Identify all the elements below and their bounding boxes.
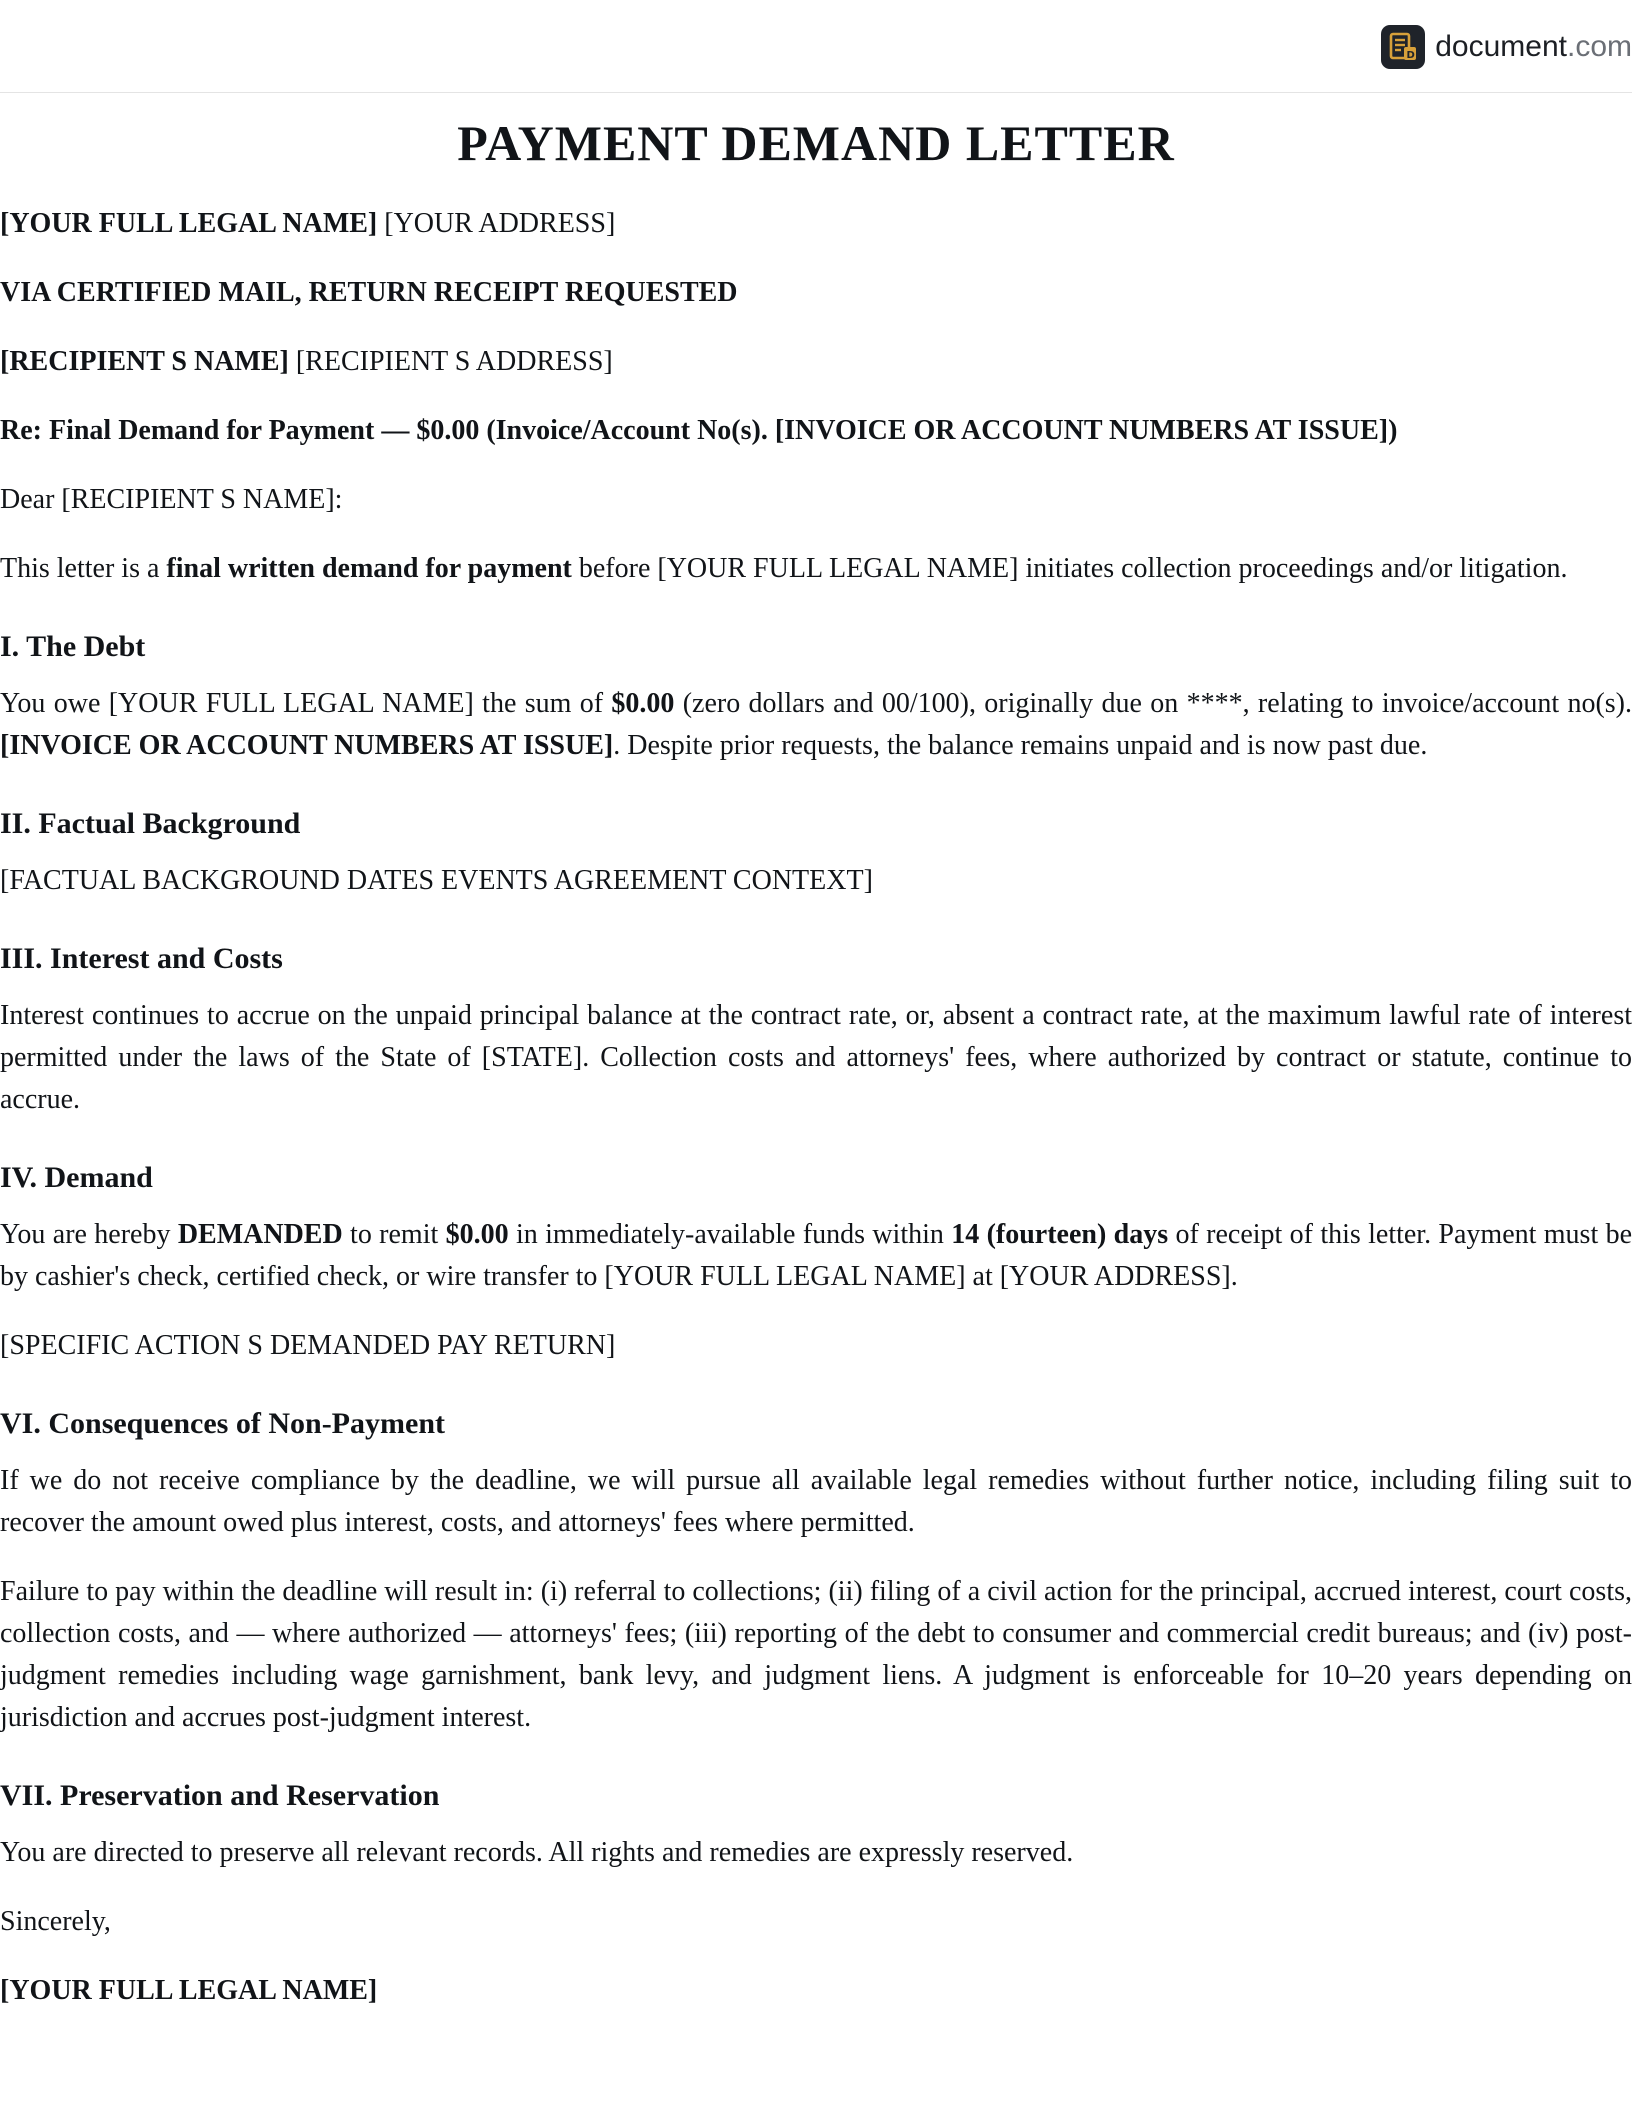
letter-body	[0, 93, 1632, 2012]
recipient-address: [RECIPIENT S ADDRESS]	[295, 346, 613, 377]
sender-name: [YOUR FULL LEGAL NAME]	[0, 208, 378, 239]
section-heading-demand: IV. Demand	[0, 1161, 153, 1194]
sender-address: [YOUR ADDRESS]	[384, 208, 616, 239]
subject-line: Re: Final Demand for Payment — $0.00 (Invoice/Account No(s). [INVOICE OR ACCOUNT NUMBERS AT ISSUE])	[0, 415, 1398, 446]
document-logo-icon	[1381, 25, 1425, 69]
intro-paragraph: This letter is a final written demand for payment before [YOUR FULL LEGAL NAME] initiates collection proceedings and/or litigation.	[0, 553, 1568, 584]
header-bar	[0, 0, 1632, 93]
consequences-paragraph-1: If we do not receive compliance by the deadline, we will pursue all available legal remedies without further notice, including filing suit to recover the amount owed plus interest, costs, and attorneys' fees where permitted.	[0, 1465, 1632, 1538]
closing: Sincerely,	[0, 1906, 111, 1937]
section-heading-consequences: VI. Consequences of Non-Payment	[0, 1407, 445, 1440]
section-heading-preservation: VII. Preservation and Reservation	[0, 1779, 440, 1812]
section-heading-interest: III. Interest and Costs	[0, 942, 283, 975]
interest-paragraph: Interest continues to accrue on the unpaid principal balance at the contract rate, or, absent a contract rate, at the maximum lawful rate of interest permitted under the laws of the State of [STATE]. Collection costs and attorneys' fees, where authorized by contract or statute, continue to accrue.	[0, 1000, 1632, 1115]
demand-action-paragraph: [SPECIFIC ACTION S DEMANDED PAY RETURN]	[0, 1330, 616, 1361]
recipient-block	[0, 341, 1632, 383]
recipient-name: [RECIPIENT S NAME]	[0, 346, 289, 377]
consequences-paragraph-2: Failure to pay within the deadline will result in: (i) referral to collections; (ii) filing of a civil action for the principal, accrued interest, court costs, collection costs, and — where authorized — attorneys' fees; (iii) reporting of the debt to consumer and commercial credit bureaus; and (iv) post-judgment remedies including wage garnishment, bank levy, and judgment liens. A judgment is enforceable for 10–20 years depending on jurisdiction and accrues post-judgment interest.	[0, 1576, 1632, 1733]
preservation-paragraph: You are directed to preserve all relevant records. All rights and remedies are expressly reserved.	[0, 1837, 1074, 1868]
svg-text:D: D	[1406, 50, 1416, 61]
document-title: PAYMENT DEMAND LETTER	[457, 115, 1175, 171]
debt-paragraph: You owe [YOUR FULL LEGAL NAME] the sum of $0.00 (zero dollars and 00/100), originally due on ****, relating to invoice/account no(s). [INVOICE OR ACCOUNT NUMBERS AT ISSUE]. Despite prior requests, the balance remains unpaid and is now past due.	[0, 688, 1632, 761]
brand-logo[interactable]	[1381, 24, 1632, 70]
delivery-method: VIA CERTIFIED MAIL, RETURN RECEIPT REQUESTED	[0, 277, 738, 308]
brand-name: document.com	[1435, 30, 1632, 63]
background-paragraph: [FACTUAL BACKGROUND DATES EVENTS AGREEMENT CONTEXT]	[0, 865, 873, 896]
section-heading-background: II. Factual Background	[0, 807, 301, 840]
signature-name: [YOUR FULL LEGAL NAME]	[0, 1975, 378, 2006]
demand-paragraph: You are hereby DEMANDED to remit $0.00 in immediately-available funds within 14 (fourteen) days of receipt of this letter. Payment must be by cashier's check, certified check, or wire transfer to [YOUR FULL LEGAL NAME] at [YOUR ADDRESS].	[0, 1219, 1632, 1292]
salutation: Dear [RECIPIENT S NAME]:	[0, 484, 343, 515]
section-heading-debt: I. The Debt	[0, 630, 146, 663]
sender-block	[0, 203, 1632, 245]
